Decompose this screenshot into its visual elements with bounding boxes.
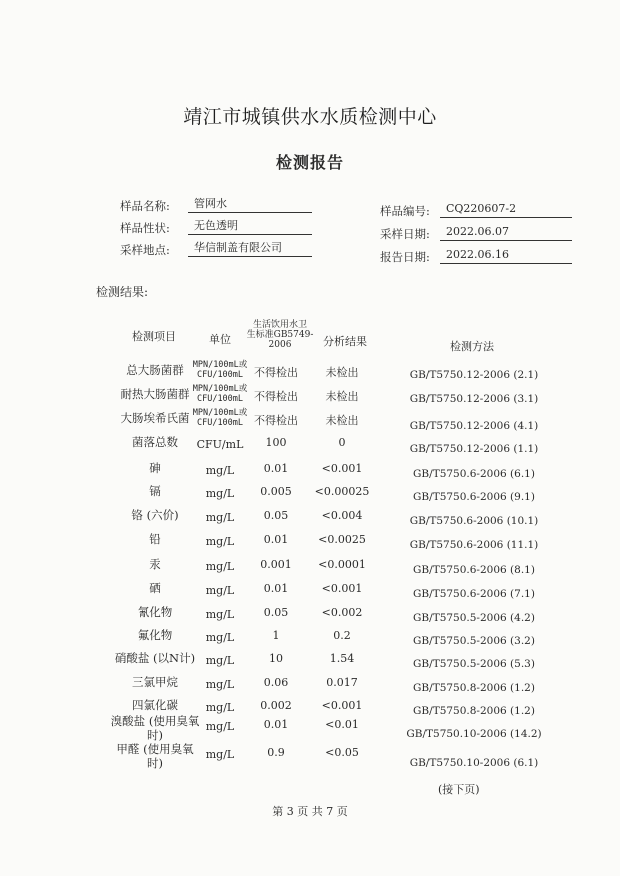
row-unit-line: mg/L xyxy=(205,720,235,733)
row-method: GB/T5750.6-2006 (7.1) xyxy=(413,588,535,600)
row-method: GB/T5750.6-2006 (8.1) xyxy=(413,564,535,576)
row-unit-line: mg/L xyxy=(205,511,235,524)
sample-state-value: 无色透明 xyxy=(188,218,312,235)
sampling-date-value: 2022.06.07 xyxy=(440,224,572,241)
row-result: 未检出 xyxy=(325,390,359,403)
sampling-site-label: 采样地点: xyxy=(120,243,170,257)
row-unit-line: CFU/100mL xyxy=(196,370,244,380)
row-name-text: 砷 xyxy=(149,461,161,475)
row-method: GB/T5750.12-2006 (1.1) xyxy=(409,443,539,455)
row-unit-line: mg/L xyxy=(205,631,235,644)
sampling-site-value: 华信制盖有限公司 xyxy=(188,240,312,257)
row-standard: 100 xyxy=(265,436,287,449)
row-result: <0.0025 xyxy=(318,533,366,546)
row-name-line: 时) xyxy=(147,756,163,770)
row-method: GB/T5750.12-2006 (4.1) xyxy=(409,420,539,432)
page-footer: 第 3 页 共 7 页 xyxy=(272,805,348,818)
header-method: 检测方法 xyxy=(450,340,494,353)
row-standard: 不得检出 xyxy=(254,390,298,403)
row-standard: 0.06 xyxy=(263,676,289,689)
header-unit: 单位 xyxy=(209,333,231,346)
row-result: <0.00025 xyxy=(314,485,370,498)
row-name-line: 溴酸盐 (使用臭氧 xyxy=(110,714,200,728)
report-title: 检测报告 xyxy=(275,153,344,172)
row-unit-line: mg/L xyxy=(205,487,235,500)
row-name-line: 时) xyxy=(147,728,163,742)
row-method: GB/T5750.8-2006 (1.2) xyxy=(413,682,535,694)
header-standard-line: 生活饮用水卫 xyxy=(252,320,307,330)
row-name-text: 硒 xyxy=(149,581,161,595)
row-unit-line: CFU/100mL xyxy=(196,418,244,428)
report-date-label: 报告日期: xyxy=(380,250,430,264)
row-name-text: 四氯化碳 xyxy=(132,698,178,712)
row-standard: 0.002 xyxy=(260,699,292,712)
row-unit-line: mg/L xyxy=(205,748,235,761)
row-name-text: 三氯甲烷 xyxy=(132,675,178,689)
row-unit-line: MPN/100mL或 xyxy=(192,408,248,418)
row-standard: 1 xyxy=(272,629,280,642)
header-result: 分析结果 xyxy=(323,335,367,348)
sample-id-label: 样品编号: xyxy=(380,204,430,218)
sample-name-label: 样品名称: xyxy=(120,199,170,213)
row-standard: 0.01 xyxy=(263,718,289,731)
row-method: GB/T5750.10-2006 (6.1) xyxy=(409,757,539,769)
sample-id-value: CQ220607-2 xyxy=(440,201,572,218)
row-name-line: 甲醛 (使用臭氧 xyxy=(116,742,194,756)
row-unit-line: CFU/100mL xyxy=(196,394,244,404)
row-standard: 0.01 xyxy=(263,533,289,546)
results-section-label: 检测结果: xyxy=(96,285,149,299)
row-standard: 不得检出 xyxy=(254,414,298,427)
row-unit-line: mg/L xyxy=(205,654,235,667)
sample-name-value: 管网水 xyxy=(188,196,312,213)
header-standard-line: 2006 xyxy=(268,340,292,350)
row-standard: 0.05 xyxy=(263,509,289,522)
row-method: GB/T5750.8-2006 (1.2) xyxy=(413,705,535,717)
row-standard: 0.005 xyxy=(260,485,292,498)
row-method: GB/T5750.12-2006 (3.1) xyxy=(409,393,539,405)
row-name-text: 大肠埃希氏菌 xyxy=(120,411,190,425)
row-name-text: 菌落总数 xyxy=(132,435,178,449)
row-result: 0 xyxy=(338,436,346,449)
row-result: 未检出 xyxy=(325,414,359,427)
row-unit-line: mg/L xyxy=(205,464,235,477)
sampling-date-label: 采样日期: xyxy=(380,227,430,241)
row-standard: 不得检出 xyxy=(254,366,298,379)
row-result: <0.004 xyxy=(321,509,363,522)
row-standard: 0.01 xyxy=(263,462,289,475)
row-name-text: 硝酸盐 (以N计) xyxy=(114,651,196,665)
row-method: GB/T5750.6-2006 (10.1) xyxy=(409,515,539,527)
row-result: <0.001 xyxy=(321,582,363,595)
row-name-text: 耐热大肠菌群 xyxy=(120,387,190,401)
row-unit-line: mg/L xyxy=(205,678,235,691)
row-unit-line: MPN/100mL或 xyxy=(192,384,248,394)
row-unit-line: mg/L xyxy=(205,535,235,548)
header-standard-line: 生标准GB5749- xyxy=(246,330,314,340)
row-name-text: 汞 xyxy=(149,557,161,571)
row-method: GB/T5750.5-2006 (5.3) xyxy=(413,658,535,670)
org-title: 靖江市城镇供水水质检测中心 xyxy=(183,106,437,128)
row-result: <0.0001 xyxy=(318,558,366,571)
row-method: GB/T5750.5-2006 (4.2) xyxy=(413,612,535,624)
row-standard: 10 xyxy=(269,652,283,665)
row-standard: 0.001 xyxy=(260,558,292,571)
row-standard: 0.9 xyxy=(267,746,285,759)
row-unit-line: CFU/mL xyxy=(196,438,244,451)
row-name-text: 氰化物 xyxy=(137,605,173,619)
row-result: <0.01 xyxy=(325,718,359,731)
row-standard: 0.01 xyxy=(263,582,289,595)
row-method: GB/T5750.12-2006 (2.1) xyxy=(409,369,539,381)
header-item: 检测项目 xyxy=(132,330,176,343)
row-result: 1.54 xyxy=(329,652,355,665)
row-method: GB/T5750.10-2006 (14.2) xyxy=(406,728,542,740)
row-result: 0.2 xyxy=(333,629,351,642)
row-name-text: 总大肠菌群 xyxy=(126,363,184,377)
row-name-text: 铅 xyxy=(149,532,161,546)
row-method: GB/T5750.5-2006 (3.2) xyxy=(413,635,535,647)
row-result: <0.002 xyxy=(321,606,363,619)
row-unit-line: mg/L xyxy=(205,701,235,714)
report-date-value: 2022.06.16 xyxy=(440,247,572,264)
row-unit-line: MPN/100mL或 xyxy=(192,360,248,370)
row-result: <0.001 xyxy=(321,699,363,712)
row-method: GB/T5750.6-2006 (11.1) xyxy=(409,539,539,551)
row-result: 0.017 xyxy=(326,676,358,689)
row-unit-line: mg/L xyxy=(205,584,235,597)
sample-state-label: 样品性状: xyxy=(120,221,170,235)
row-method: GB/T5750.6-2006 (6.1) xyxy=(413,468,535,480)
row-method: GB/T5750.6-2006 (9.1) xyxy=(413,491,535,503)
row-unit-line: mg/L xyxy=(205,608,235,621)
continued-note: (接下页) xyxy=(438,783,480,796)
row-unit-line: mg/L xyxy=(205,560,235,573)
row-result: 未检出 xyxy=(325,366,359,379)
header-standard xyxy=(240,320,320,350)
row-result: <0.05 xyxy=(325,746,359,759)
row-name-text: 氟化物 xyxy=(137,628,173,642)
row-name-text: 镉 xyxy=(149,484,161,498)
row-name-text: 铬 (六价) xyxy=(131,508,179,522)
row-standard: 0.05 xyxy=(263,606,289,619)
row-result: <0.001 xyxy=(321,462,363,475)
